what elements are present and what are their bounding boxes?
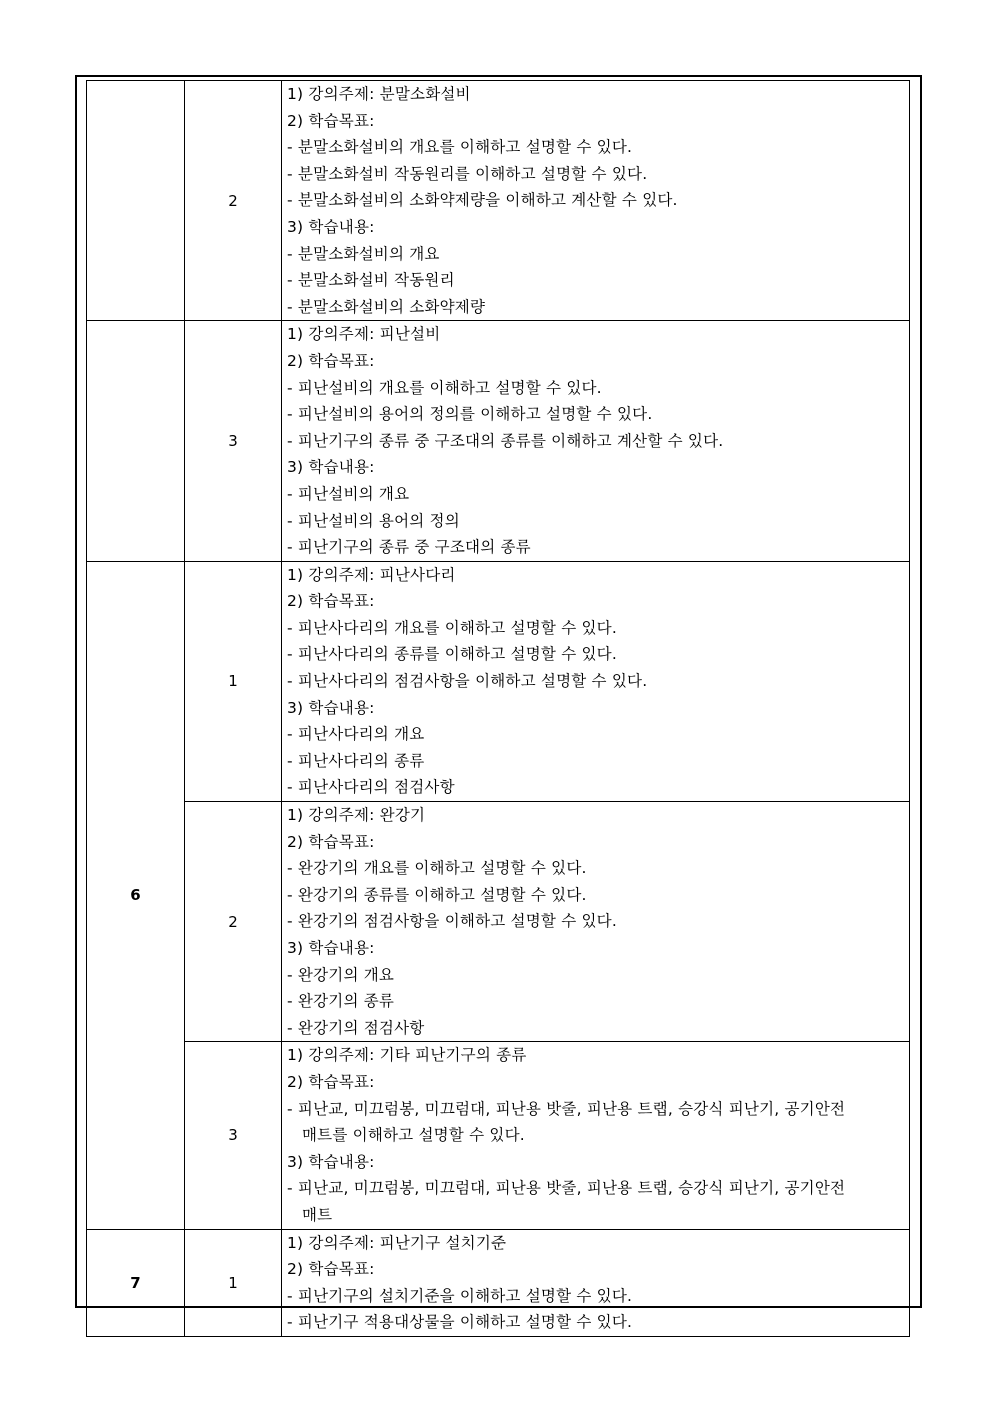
week-cell <box>87 81 185 321</box>
content-line: 1) 강의주제: 기타 피난기구의 종류 <box>287 1046 527 1065</box>
session-cell: 3 <box>185 321 282 561</box>
content-line: 2) 학습목표: <box>287 111 375 130</box>
content-line: - 피난사다리의 점검사항 <box>287 778 455 797</box>
content-line: 1) 강의주제: 피난기구 설치기준 <box>287 1233 507 1252</box>
content-line: 2) 학습목표: <box>287 351 375 370</box>
content-line: - 피난기구의 종류 중 구조대의 종류 <box>287 538 531 557</box>
content-line: - 완강기의 점검사항 <box>287 1018 425 1037</box>
session-cell: 2 <box>185 81 282 321</box>
content-line: - 피난기구의 종류 중 구조대의 종류를 이해하고 계산할 수 있다. <box>287 431 724 450</box>
table-row <box>87 321 910 561</box>
content-line: - 분말소화설비의 소화약제량을 이해하고 계산할 수 있다. <box>287 191 678 210</box>
content-line: 2) 학습목표: <box>287 1260 375 1279</box>
content-line: - 피난사다리의 개요를 이해하고 설명할 수 있다. <box>287 618 617 637</box>
session-cell: 1 <box>185 1229 282 1336</box>
table-row <box>87 81 910 321</box>
content-line: 2) 학습목표: <box>287 592 375 611</box>
session-cell: 3 <box>185 1042 282 1229</box>
content-line: - 분말소화설비의 개요를 이해하고 설명할 수 있다. <box>287 138 633 157</box>
content-line: 3) 학습내용: <box>287 217 375 236</box>
week-cell: 7 <box>87 1229 185 1336</box>
content-line: - 완강기의 개요 <box>287 965 395 984</box>
content-line: 1) 강의주제: 완강기 <box>287 806 426 825</box>
content-line: 1) 강의주제: 피난사다리 <box>287 565 456 584</box>
content-line: - 피난사다리의 점검사항을 이해하고 설명할 수 있다. <box>287 672 648 691</box>
content-line: 3) 학습내용: <box>287 698 375 717</box>
content-line: 3) 학습내용: <box>287 458 375 477</box>
content-line: 2) 학습목표: <box>287 1072 375 1091</box>
content-line: 2) 학습목표: <box>287 832 375 851</box>
content-line: - 피난교, 미끄럼봉, 미끄럼대, 피난용 밧줄, 피난용 트랩, 승강식 피난기, 공기안전 <box>287 1099 846 1118</box>
content-cell <box>282 802 910 1042</box>
content-line: - 피난설비의 개요를 이해하고 설명할 수 있다. <box>287 378 602 397</box>
content-cell <box>282 561 910 801</box>
content-line: - 분말소화설비의 개요 <box>287 244 440 263</box>
content-line: - 피난교, 미끄럼봉, 미끄럼대, 피난용 밧줄, 피난용 트랩, 승강식 피난기, 공기안전 <box>287 1179 846 1198</box>
content-line: - 완강기의 개요를 이해하고 설명할 수 있다. <box>287 859 587 878</box>
content-line: - 피난설비의 개요 <box>287 484 410 503</box>
content-line: 3) 학습내용: <box>287 939 375 957</box>
content-line: - 피난설비의 용어의 정의 <box>287 511 460 530</box>
content-line: 매트를 이해하고 설명할 수 있다. <box>302 1126 525 1145</box>
content-line: - 분말소화설비 작동원리를 이해하고 설명할 수 있다. <box>287 164 648 183</box>
content-line: - 완강기의 종류를 이해하고 설명할 수 있다. <box>287 885 587 904</box>
content-line: 1) 강의주제: 피난설비 <box>287 325 441 344</box>
session-cell: 2 <box>185 802 282 1042</box>
content-line: - 피난기구의 설치기준을 이해하고 설명할 수 있다. <box>287 1286 633 1305</box>
content-line: - 분말소화설비 작동원리 <box>287 271 455 290</box>
content-cell <box>282 1042 910 1229</box>
content-line: - 피난사다리의 개요 <box>287 725 425 744</box>
content-cell <box>282 81 910 321</box>
content-line: - 분말소화설비의 소화약제량 <box>287 297 486 316</box>
session-cell: 1 <box>185 561 282 801</box>
table-row <box>87 802 910 1042</box>
content-cell <box>282 321 910 561</box>
content-line: 1) 강의주제: 분말소화설비 <box>287 85 471 103</box>
content-line: - 피난설비의 용어의 정의를 이해하고 설명할 수 있다. <box>287 405 653 424</box>
content-line: - 피난사다리의 종류를 이해하고 설명할 수 있다. <box>287 645 617 664</box>
content-line: - 피난기구 적용대상물을 이해하고 설명할 수 있다. <box>287 1313 633 1332</box>
table-row <box>87 1042 910 1229</box>
week-cell: 6 <box>87 561 185 1229</box>
table-row <box>87 1229 910 1336</box>
content-line: - 완강기의 종류 <box>287 992 395 1011</box>
content-line: 3) 학습내용: <box>287 1152 375 1171</box>
content-line: - 완강기의 점검사항을 이해하고 설명할 수 있다. <box>287 912 617 931</box>
syllabus-table <box>86 80 910 1337</box>
week-cell <box>87 321 185 561</box>
table-row <box>87 561 910 801</box>
content-cell <box>282 1229 910 1336</box>
content-line: - 피난사다리의 종류 <box>287 751 425 770</box>
content-line: 매트 <box>302 1205 333 1224</box>
